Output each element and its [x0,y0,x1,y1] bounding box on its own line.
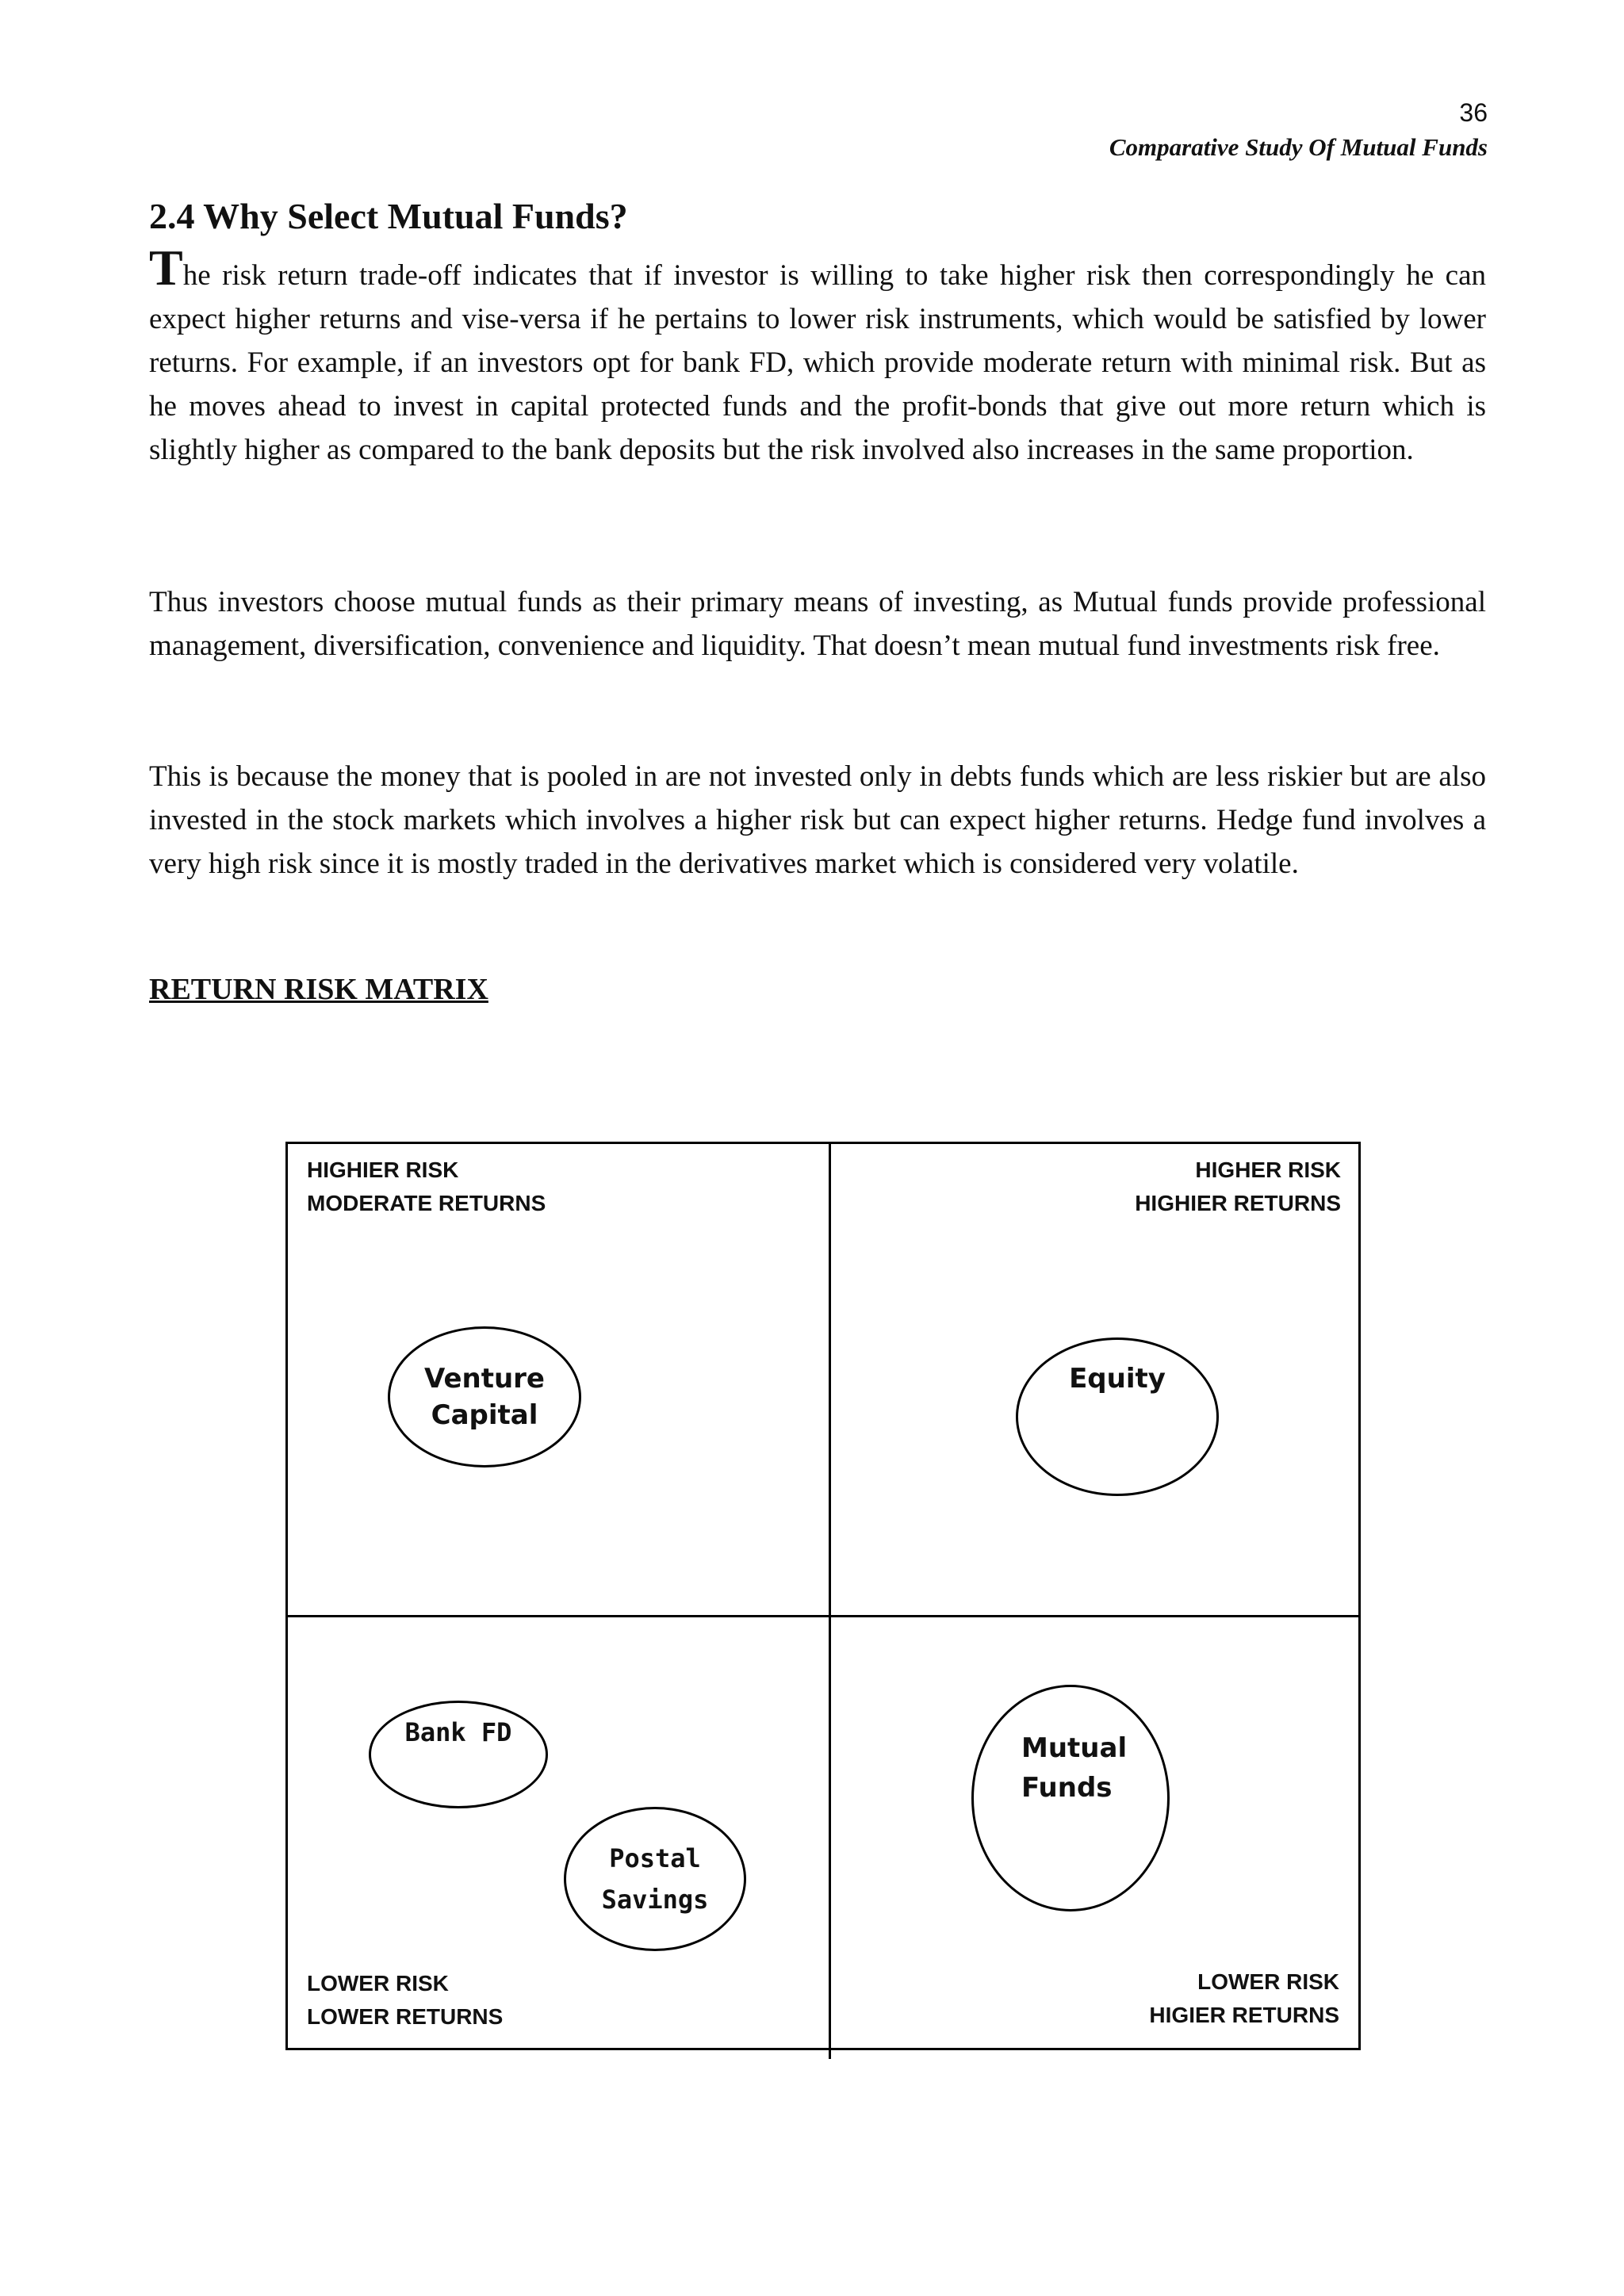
paragraph-risk-return [149,239,1486,472]
bubble-label: Funds [1021,1772,1113,1804]
bubble-label: Equity [1069,1363,1166,1395]
paragraph-risk-return-text: he risk return trade-off indicates that if investor is willing to take higher risk then correspondingly he can expect higher returns and vise-versa if he pertains to lower risk instruments, which would be satisfied by lower returns. For example, if an investors opt for bank FD, which provide moderate return with minimal risk. But as he moves ahead to invest in capital protected funds and the profit-bonds that give out more return which is slightly higher as compared to the bank deposits but the risk involved also increases in the same proportion. [149,259,1486,466]
paragraph-why-mutual-funds: Thus investors choose mutual funds as their primary means of investing, as Mutual funds provide professional management, diversification, convenience and liquidity. That doesn’t mean mutual fund investments risk free. [149,586,1486,662]
quadrant-label-line: HIGHER RISK [1195,1158,1341,1182]
bubble-label: Mutual [1021,1732,1128,1764]
quadrant-label-bottom-right [1149,1965,1339,2032]
quadrant-label-line: LOWER RETURNS [307,2004,504,2029]
paragraph-risk-explanation: This is because the money that is pooled in are not invested only in debts funds which are less riskier but are also invested in the stock markets which involves a higher risk but can expect higher returns. Hedge fund involves a very high risk since it is mostly traded in the derivatives market which is considered very volatile. [149,760,1486,880]
matrix-vertical-divider [829,1144,831,2059]
bubble-postal-savings [564,1807,746,1951]
bubble-equity [1016,1337,1219,1496]
drop-cap: T [149,239,183,296]
quadrant-label-line: LOWER RISK [1197,1969,1339,1994]
bubble-bank-fd [369,1701,548,1808]
bubble-label: Postal [609,1843,701,1873]
bubble-label: Savings [601,1885,709,1915]
quadrant-label-line: LOWER RISK [307,1971,449,1996]
quadrant-label-top-left [307,1154,546,1220]
quadrant-label-line: HIGIER RETURNS [1149,2003,1339,2027]
page-number: 36 [1459,98,1488,127]
section-title: 2.4 Why Select Mutual Funds? [149,196,628,236]
bubble-label: Bank FD [404,1717,512,1747]
quadrant-label-top-right [1135,1154,1341,1220]
return-risk-matrix [285,1142,1361,2050]
quadrant-label-bottom-left [307,1967,503,2034]
bubble-mutual-funds [971,1685,1170,1911]
quadrant-label-line: MODERATE RETURNS [307,1191,546,1215]
bubble-venture-capital [388,1326,581,1468]
bubble-label: Venture [423,1363,545,1395]
matrix-horizontal-divider [288,1615,1358,1617]
bubble-label: Capital [431,1399,538,1431]
quadrant-label-line: HIGHIER RISK [307,1158,459,1182]
quadrant-label-line: HIGHIER RETURNS [1135,1191,1341,1215]
matrix-heading: RETURN RISK MATRIX [149,973,488,1006]
running-header: Comparative Study Of Mutual Funds [1109,133,1488,161]
